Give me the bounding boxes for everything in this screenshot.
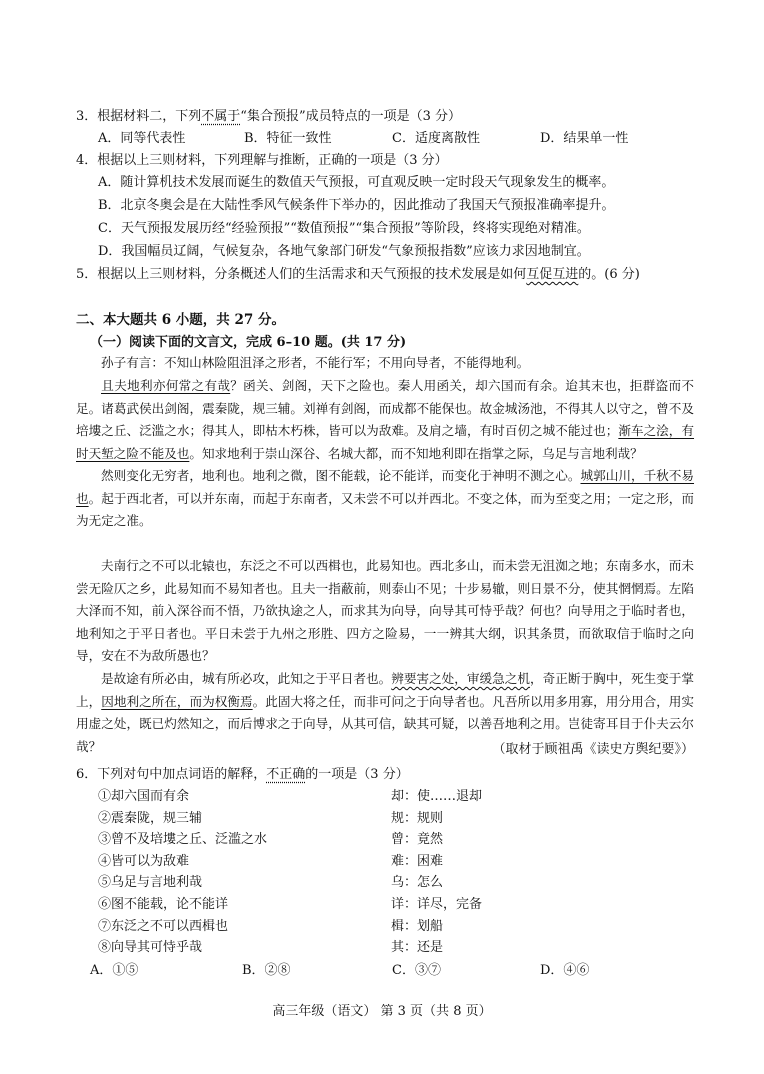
q4-stem: 4．根据以上三则材料，下列理解与推断，正确的一项是（3 分）: [76, 153, 448, 168]
q6-item-sentence: ④皆可以为敌难: [98, 853, 190, 869]
q3-prefix: 3．根据材料二，下列: [76, 109, 202, 124]
q6-item-explain: 规：规则: [391, 810, 444, 826]
q3-suffix: “集合预报”成员特点的一项是（3 分）: [240, 109, 461, 124]
q6-item-sentence: ⑧向导其可恃乎哉: [98, 940, 203, 956]
q6-item-sentence: ⑦东泛之不可以西楫也: [98, 918, 229, 934]
q6-item-explain: 却：使……退却: [391, 789, 483, 804]
passage-p5-text-c: 。此固大将之任，而非可问之于向导者也。凡吾所以用多用寡，用分用合，用实用虚之处，既已灼然知之，而后博求之于向导，从其可信，缺其可疑，以善吾地利之用。岂徒寄耳目于仆夫云尔哉？: [76, 693, 695, 754]
passage-source: （取材于顾祖禹《读史方舆纪要》）: [492, 742, 694, 757]
passage-p2-underlined: 且夫地利亦何常之有哉: [101, 378, 231, 393]
q3-dotted: 不属于: [201, 109, 241, 124]
q6-item-explain: 详：详尽，完备: [391, 897, 483, 912]
q6-item-explain: 曾：竟然: [391, 832, 444, 848]
passage-p5-text-a: 是故途有所必由，城有所必攻，此知之于平日者也。: [101, 671, 392, 686]
passage-p3-text-b: 。起于西北者，可以并东南，而起于东南者，又未尝不可以并西北。不变之体，而为至变之用；一定之形，而为无定之准。: [76, 490, 695, 529]
page-footer: 高三年级（语文） 第 3 页（共 8 页）: [272, 1004, 492, 1019]
q4-option-a: A．随计算机技术发展而诞生的数值天气预报，可直观反映一定时段天气现象发生的概率。: [98, 175, 615, 190]
q6-prefix: 6．下列对句中加点词语的解释，: [76, 767, 267, 782]
q4-option-c: C．天气预报发展历经“经验预报”“数值预报”“集合预报”等阶段，终将实现绝对精准。: [98, 221, 590, 236]
passage-p5-underlined: 因地利之所在，而为权衡焉: [101, 693, 253, 709]
passage-p3-text-a: 然则变化无穷者，地利也。地利之微，图不能载，论不能详，而变化于神明不测之心。: [101, 468, 581, 483]
passage-p2-text-a: ？函关、剑阁，天下之险也。秦人用函关，却六国而有余。迨其末也，拒群盗而不足。诸葛武侯出剑阁，震秦陇，规三辅。刘禅有剑阁，而成都不能保也。故金城汤池，不得其人以守之，曾不及培塿之丘、泛滥之水；得其人，即枯木朽株，皆可以为敌难。及肩之墙，有时百仞之城不能过也；: [76, 378, 695, 439]
q6-option-b: B．②⑧: [242, 963, 291, 978]
q6-dotted: 不正确: [266, 767, 306, 782]
q6-item-explain: 难：困难: [391, 853, 444, 869]
passage-p3: [76, 465, 694, 533]
q6-item-explain: 楫：划船: [391, 918, 444, 934]
q6-item-explain: 其：还是: [391, 940, 444, 956]
q5-stem: [76, 263, 640, 282]
q6-stem: [76, 763, 409, 782]
q3-option-c: C．适度离散性: [392, 131, 480, 146]
q6-item-sentence: ⑤乌足与言地利哉: [98, 875, 203, 891]
q6-suffix: 的一项是（3 分）: [305, 767, 409, 782]
q6-option-a: A．①⑤: [90, 963, 139, 978]
passage-p1: [76, 352, 694, 375]
q3-stem: [76, 105, 461, 124]
q5-wavy: 互促互进: [526, 267, 579, 282]
passage-p3-underlined: 城郭山川，千秋不易也: [76, 468, 695, 506]
passage-p4: [76, 555, 694, 668]
passage-p2-underlined-2: 渐车之浍，有时天堑之险不能及也: [76, 423, 695, 461]
q5-prefix: 5．根据以上三则材料，分条概述人们的生活需求和天气预报的技术发展是如何: [76, 267, 527, 282]
passage-p1-text: 孙子有言：不知山林险阻沮泽之形者，不能行军；不用向导者，不能得地利。: [101, 355, 530, 370]
q4-option-b: B．北京冬奥会是在大陆性季风气候条件下举办的，因此推动了我国天气预报准确率提升。: [98, 198, 615, 213]
q6-item-sentence: ⑥图不能载，论不能详: [98, 897, 229, 912]
passage-p5-wavy: 辨要害之处，审缓急之机: [391, 671, 531, 686]
q6-item-sentence: ①却六国而有余: [98, 789, 190, 804]
passage-p4-text: 夫南行之不可以北辕也，东泛之不可以西楫也，此易知也。西北多山，而未尝无沮洳之地；东南多水，而未尝无险仄之乡，此易知而不易知者也。且夫一指蔽前，则泰山不见；十步易辙，则日景不分，使其惘惘焉。左陷大泽而不知，前入深谷而不悟，乃欲执途之人，而求其为向导，向导其可恃乎哉？何也？向导用之于临时者也，地利知之于平日者也。平日未尝于九州之形胜、四方之险易，一一辨其大纲，识其条贯，而欲取信于临时之向导，安在不为敌所愚也？: [76, 558, 694, 664]
q6-item-sentence: ③曾不及培塿之丘、泛滥之水: [98, 832, 268, 848]
q6-item-sentence: ②震秦陇，规三辅: [98, 810, 203, 826]
q4-option-d: D．我国幅员辽阔，气候复杂，各地气象部门研发“气象预报指数”应该力求因地制宜。: [98, 244, 590, 259]
section-subtitle: （一）阅读下面的文言文，完成 6–10 题。(共 17 分): [90, 335, 407, 350]
passage-p2-text-b: 。知求地利于崇山深谷、名城大都，而不知地利即在指掌之际，乌足与言地利哉？: [189, 445, 643, 461]
q5-suffix: 的。(6 分): [578, 267, 640, 282]
passage-p2: [76, 375, 694, 465]
q3-option-a: A．同等代表性: [98, 131, 186, 146]
q3-option-b: B．特征一致性: [244, 131, 332, 146]
q6-item-explain: 乌：怎么: [391, 875, 444, 891]
q6-option-c: C．③⑦: [392, 963, 441, 978]
q6-option-d: D．④⑥: [540, 963, 590, 978]
section-title: 二、本大题共 6 小题，共 27 分。: [76, 312, 285, 328]
q3-option-d: D．结果单一性: [540, 131, 629, 146]
passage-p5-text-b: ，奇正断于胸中，死生变于掌上，: [76, 671, 695, 709]
